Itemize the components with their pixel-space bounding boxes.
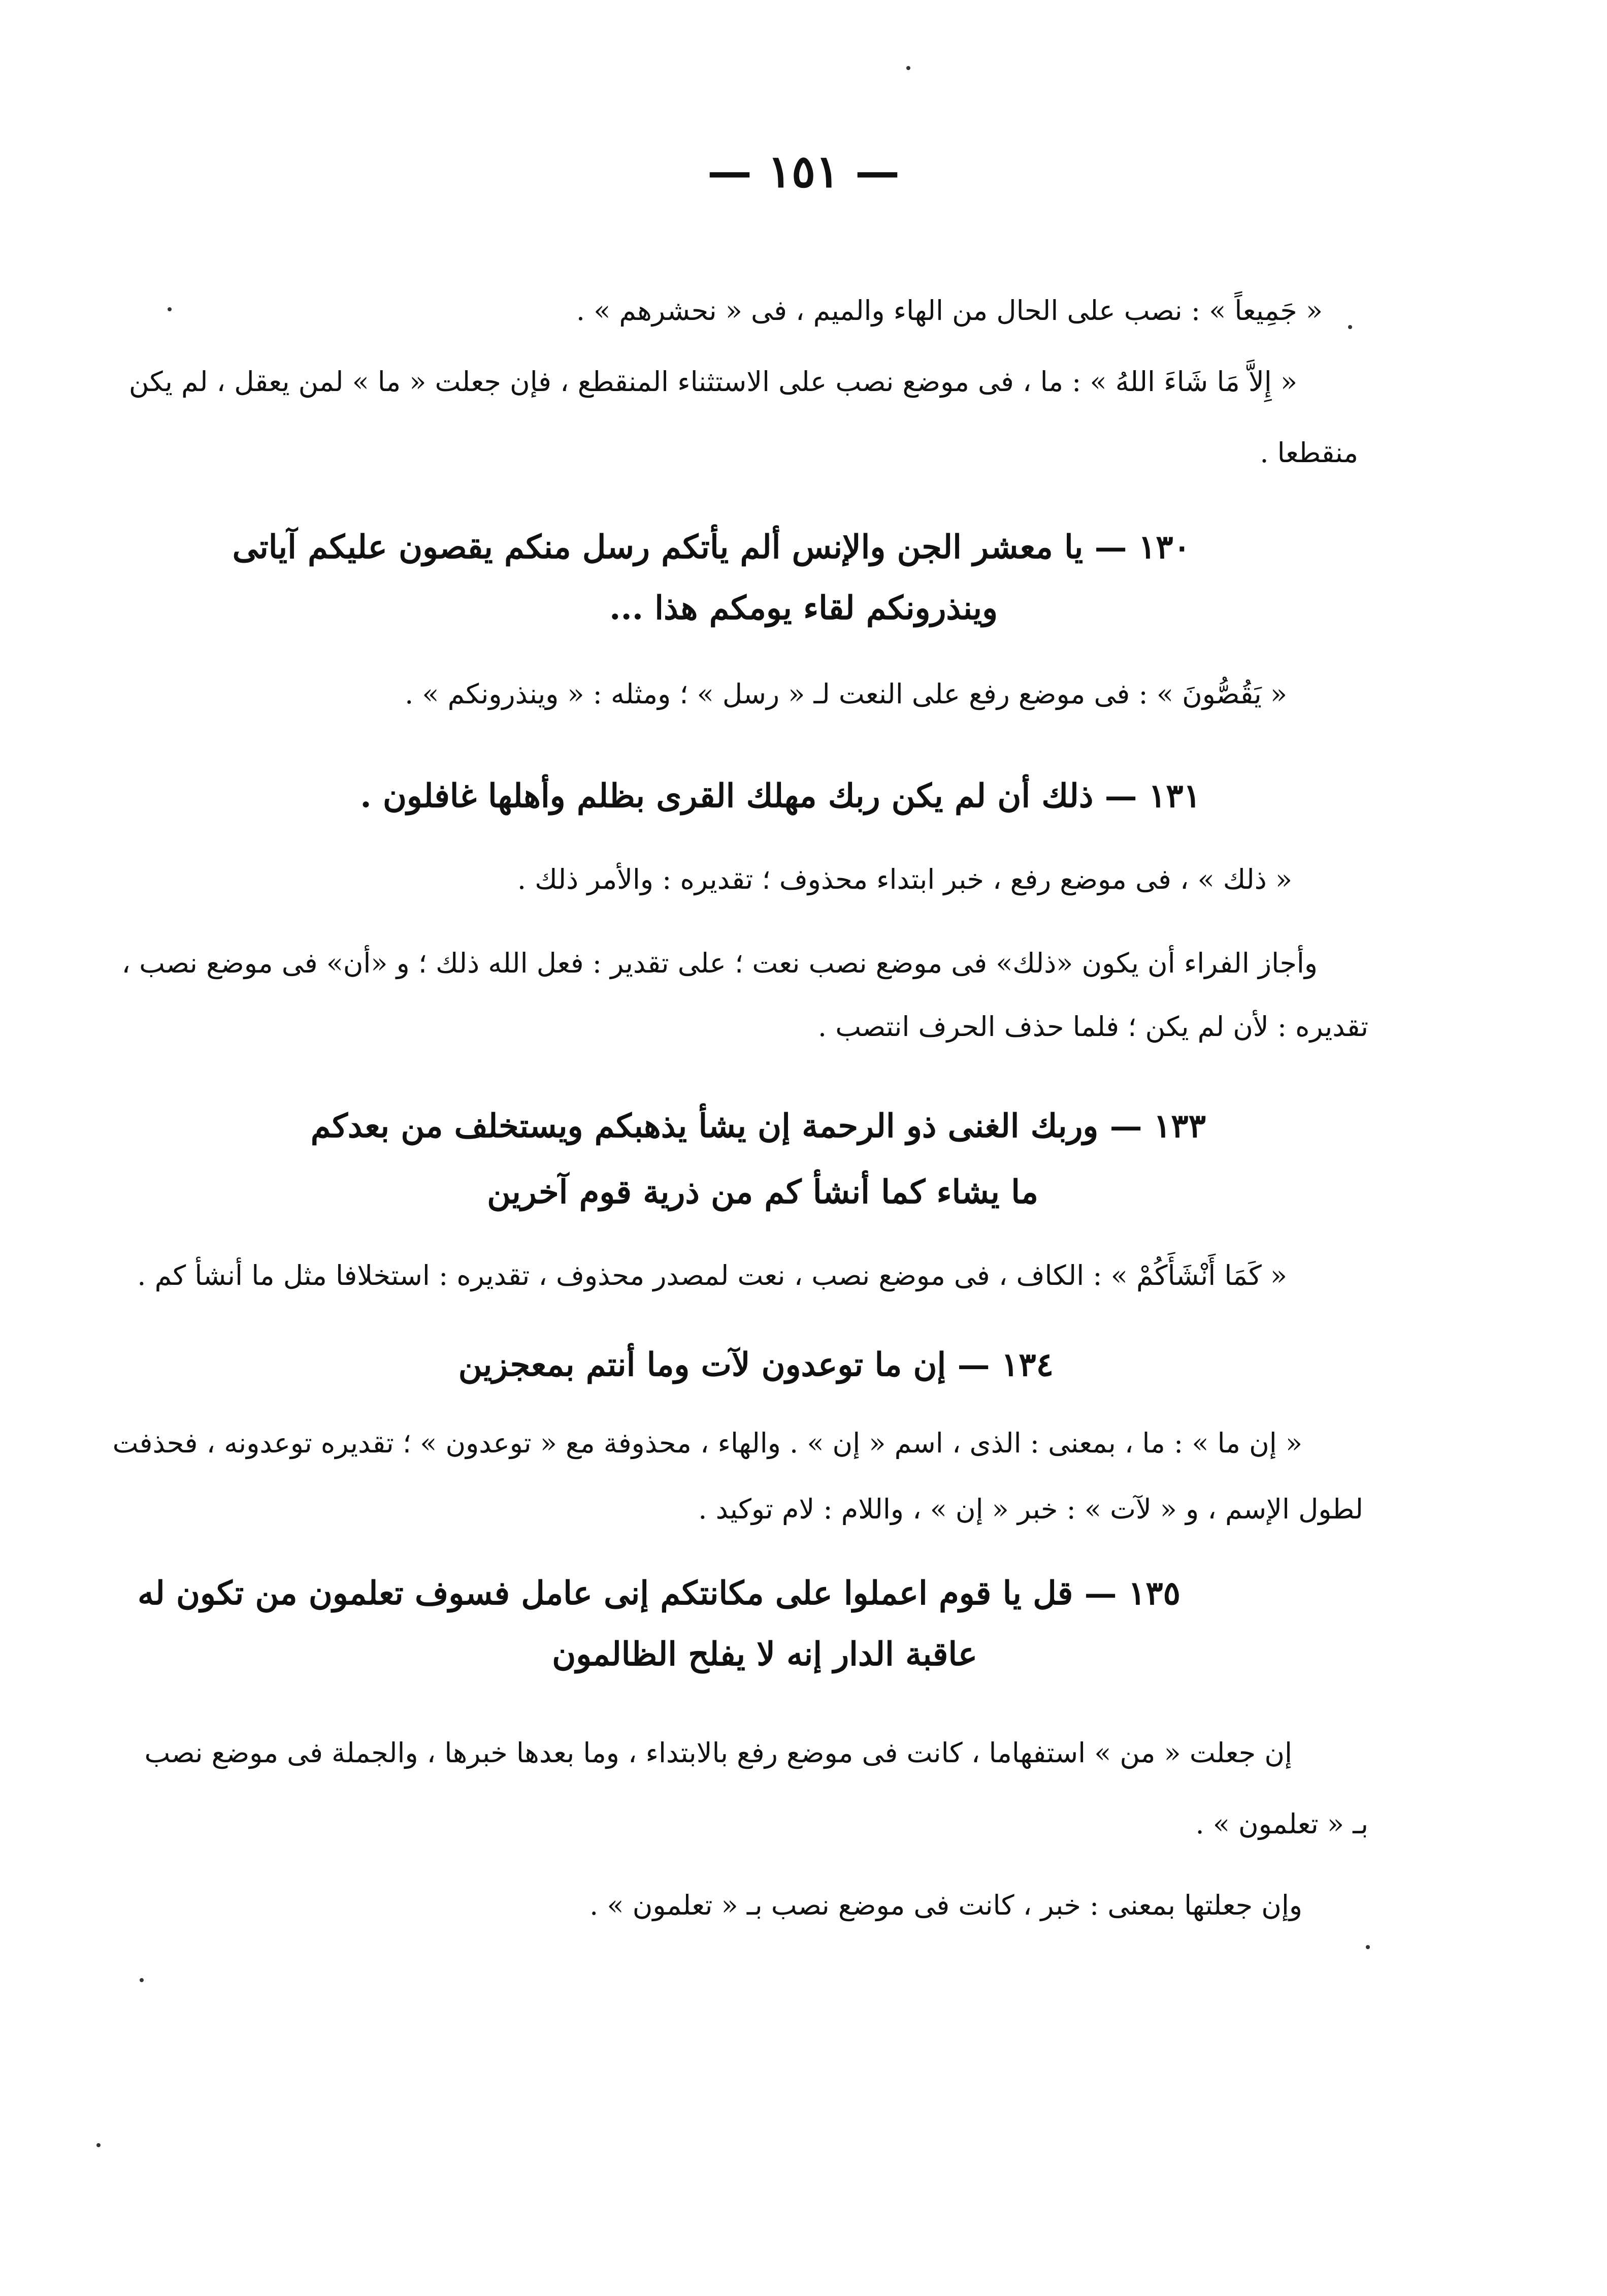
verse-line: ١٣٣ — وربك الغنى ذو الرحمة إن يشأ يذهبكم ويستخلف من بعدكم (310, 1107, 1206, 1145)
note-line: وأجاز الفراء أن يكون «ذلك» فى موضع نصب نعت ؛ على تقدير : فعل الله ذلك ؛ و «أن» فى موضع نصب ، (121, 947, 1318, 979)
verse-line: عاقبة الدار إنه لا يفلح الظالمون (552, 1635, 977, 1673)
verse-line: ١٣٠ — يا معشر الجن والإنس ألم يأتكم رسل منكم يقصون عليكم آياتى (232, 528, 1191, 566)
note-line: منقطعا . (1260, 437, 1358, 469)
note-line: تقديره : لأن لم يكن ؛ فلما حذف الحرف انتصب . (817, 1011, 1368, 1043)
note-line: « إن ما » : ما ، بمعنى : الذى ، اسم « إن » . والهاء ، محذوفة مع « توعدون » ؛ تقديره توعدونه ، فحذفت (112, 1427, 1302, 1459)
note-line: لطول الإسم ، و « لآت » : خبر « إن » ، واللام : لام توكيد . (698, 1493, 1363, 1525)
note-line: « جَمِيعاً » : نصب على الحال من الهاء والميم ، فى « نحشرهم » . (576, 295, 1323, 327)
scan-speck (168, 307, 172, 311)
scan-speck (96, 2143, 101, 2147)
scan-speck (1348, 325, 1352, 329)
note-line: « يَقُصُّونَ » : فى موضع رفع على النعت لـ « رسل » ؛ ومثله : « وينذرونكم » . (405, 678, 1287, 710)
note-line: بـ « تعلمون » . (1195, 1808, 1368, 1840)
verse-line: ١٣١ — ذلك أن لم يكن ربك مهلك القرى بظلم وأهلها غافلون . (360, 777, 1201, 815)
note-line: وإن جعلتها بمعنى : خبر ، كانت فى موضع نصب بـ « تعلمون » . (589, 1889, 1302, 1921)
verse-line: ما يشاء كما أنشأ كم من ذرية قوم آخرين (487, 1173, 1038, 1211)
scan-speck (906, 66, 910, 70)
scan-speck (140, 1978, 144, 1982)
note-line: « ذلك » ، فى موضع رفع ، خبر ابتداء محذوف ؛ تقديره : والأمر ذلك . (517, 863, 1292, 895)
verse-line: ١٣٥ — قل يا قوم اعملوا على مكانتكم إنى عامل فسوف تعلمون من تكون له (137, 1574, 1180, 1612)
verse-line: ١٣٤ — إن ما توعدون لآت وما أنتم بمعجزين (458, 1346, 1054, 1384)
scan-speck (1366, 1945, 1370, 1949)
note-line: « كَمَا أَنْشَأَكُمْ » : الكاف ، فى موضع نصب ، نعت لمصدر محذوف ، تقديره : استخلافا مثل ما أنشأ كم . (137, 1259, 1287, 1291)
verse-line: وينذرونكم لقاء يومكم هذا ... (609, 589, 998, 627)
note-line: إن جعلت « من » استفهاما ، كانت فى موضع رفع بالابتداء ، وما بعدها خبرها ، والجملة فى موضع نصب (144, 1737, 1292, 1769)
note-line: « إِلاَّ مَا شَاءَ اللهُ » : ما ، فى موضع نصب على الاستثناء المنقطع ، فإن جعلت « ما » لمن يعقل ، لم يكن (128, 366, 1297, 398)
page-number: — ١٥١ — (707, 145, 900, 198)
